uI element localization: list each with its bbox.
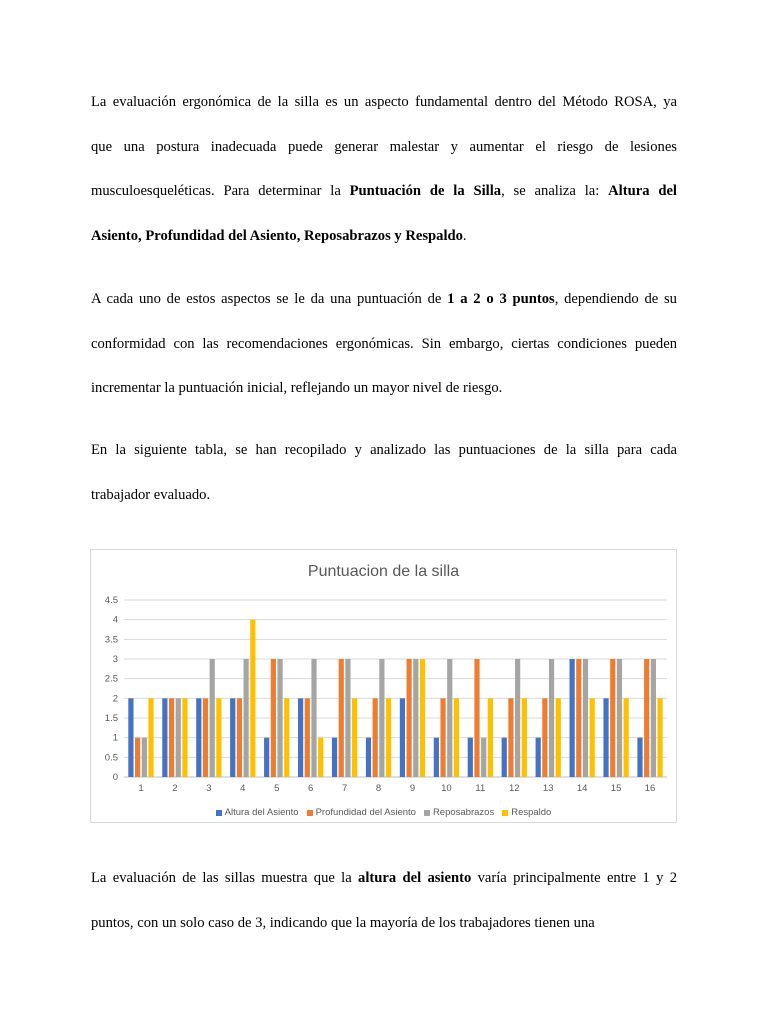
legend-swatch: [216, 810, 222, 816]
x-tick-label: 15: [610, 783, 622, 794]
text-line: [91, 428, 677, 473]
bar-reposabrazos: [379, 659, 384, 777]
x-tick-label: 1: [138, 783, 144, 794]
bar-altura-del-asiento: [264, 738, 269, 777]
bar-respaldo: [590, 698, 595, 777]
legend-item: [424, 807, 494, 818]
bar-profundidad-del-asiento: [135, 738, 140, 777]
legend-swatch: [502, 810, 508, 816]
x-tick-label: 3: [206, 783, 212, 794]
x-tick-label: 14: [576, 783, 588, 794]
bar-profundidad-del-asiento: [644, 659, 649, 777]
text-line: [91, 214, 677, 259]
bar-profundidad-del-asiento: [407, 659, 412, 777]
bold-text-run: Puntuación de la Silla: [349, 183, 502, 199]
legend-item: [216, 807, 299, 818]
x-tick-label: 10: [441, 783, 452, 794]
bar-respaldo: [420, 659, 425, 777]
legend-swatch: [424, 810, 430, 816]
bar-reposabrazos: [549, 659, 554, 777]
y-tick-label: 2: [112, 693, 118, 705]
legend-item: [502, 807, 551, 818]
bar-reposabrazos: [447, 659, 452, 777]
bar-reposabrazos: [515, 659, 520, 777]
paragraph-scoring: [91, 277, 677, 411]
y-tick-label: 0.5: [104, 752, 118, 764]
text-run: La evaluación de las sillas muestra que la: [91, 870, 359, 886]
text-run: , se analiza la:: [501, 183, 609, 199]
bar-reposabrazos: [311, 659, 316, 777]
x-tick-label: 7: [341, 783, 348, 794]
bar-profundidad-del-asiento: [203, 698, 208, 777]
text-run: incrementar la puntuación inicial, reflejando un mayor nivel de riesgo.: [91, 380, 503, 396]
x-tick-label: 8: [375, 783, 382, 794]
text-line: [91, 901, 677, 946]
y-tick-label: 0: [112, 772, 118, 783]
text-run: trabajador evaluado.: [91, 486, 211, 503]
text-run: En la siguiente tabla, se han recopilado y analizado las puntuaciones de la silla para cada: [91, 442, 677, 458]
text-run: puntos, con un solo caso de 3, indicando que la mayoría de los trabajadores tienen una: [91, 914, 595, 931]
bar-respaldo: [522, 698, 527, 777]
x-tick-label: 13: [542, 783, 554, 794]
y-tick-label: 4: [112, 614, 118, 626]
bold-text-run: Asiento, Profundidad del Asiento, Reposabrazos y Respaldo: [91, 227, 463, 244]
bar-altura-del-asiento: [298, 698, 303, 777]
x-tick-label: 5: [274, 783, 280, 794]
x-tick-label: 6: [308, 783, 314, 794]
bar-reposabrazos: [244, 659, 249, 777]
text-run: musculoesqueléticas. Para determinar la: [91, 183, 350, 199]
bar-reposabrazos: [413, 659, 418, 777]
bar-altura-del-asiento: [332, 738, 337, 777]
y-tick-label: 1: [112, 732, 118, 744]
bar-profundidad-del-asiento: [169, 698, 174, 777]
legend-item: [307, 807, 416, 818]
bar-profundidad-del-asiento: [271, 659, 276, 777]
bar-profundidad-del-asiento: [440, 698, 445, 777]
bar-profundidad-del-asiento: [508, 698, 513, 777]
bar-respaldo: [318, 738, 323, 777]
bar-chart: [91, 550, 678, 824]
paragraph-table-intro: [91, 428, 677, 517]
text-line: [91, 125, 677, 170]
chart-container: [90, 549, 677, 823]
bar-altura-del-asiento: [230, 698, 235, 777]
x-tick-label: 9: [409, 783, 416, 794]
bar-profundidad-del-asiento: [474, 659, 479, 777]
legend-label: Altura del Asiento: [224, 807, 299, 818]
bar-altura-del-asiento: [536, 738, 541, 777]
text-line: [91, 169, 677, 214]
bar-altura-del-asiento: [162, 698, 167, 777]
bar-reposabrazos: [617, 659, 622, 777]
bar-respaldo: [216, 698, 221, 777]
y-tick-label: 4.5: [104, 595, 118, 606]
text-line: [91, 473, 677, 518]
legend-swatch: [307, 810, 313, 816]
text-line: [91, 80, 677, 125]
text-line: [91, 322, 677, 367]
bar-reposabrazos: [345, 659, 350, 777]
y-tick-label: 1.5: [104, 713, 118, 724]
bar-altura-del-asiento: [128, 698, 133, 777]
bar-respaldo: [284, 698, 289, 777]
bar-respaldo: [488, 698, 493, 777]
bold-text-run: altura del asiento: [358, 870, 472, 886]
text-run: A cada uno de estos aspectos se le da una puntuación de: [91, 291, 448, 307]
bar-profundidad-del-asiento: [576, 659, 581, 777]
y-tick-label: 2.5: [104, 673, 118, 685]
text-run: que una postura inadecuada puede generar malestar y aumentar el riesgo de lesiones: [91, 138, 677, 155]
bar-profundidad-del-asiento: [237, 698, 242, 777]
bar-respaldo: [182, 698, 187, 777]
legend-label: Profundidad del Asiento: [315, 807, 416, 818]
bar-reposabrazos: [277, 659, 282, 777]
bar-respaldo: [556, 698, 561, 777]
text-line: [91, 366, 677, 411]
x-tick-label: 4: [240, 783, 246, 794]
bar-altura-del-asiento: [502, 738, 507, 777]
chart-legend: [91, 807, 676, 818]
bar-respaldo: [250, 620, 255, 777]
bar-respaldo: [657, 698, 662, 777]
bar-respaldo: [148, 698, 153, 777]
bar-altura-del-asiento: [468, 738, 473, 777]
bold-text-run: Altura del: [608, 183, 677, 199]
bar-altura-del-asiento: [637, 738, 642, 777]
bar-altura-del-asiento: [603, 698, 608, 777]
bar-respaldo: [454, 698, 459, 777]
bar-reposabrazos: [583, 659, 588, 777]
legend-label: Reposabrazos: [432, 807, 495, 818]
x-tick-label: 2: [172, 783, 178, 794]
y-tick-label: 3: [112, 654, 118, 665]
x-tick-label: 11: [475, 783, 486, 794]
bar-profundidad-del-asiento: [542, 698, 547, 777]
x-tick-label: 16: [644, 783, 656, 794]
text-run: conformidad con las recomendaciones ergonómicas. Sin embargo, ciertas condiciones pueden: [91, 335, 677, 352]
legend-label: Respaldo: [511, 807, 552, 818]
bar-profundidad-del-asiento: [305, 698, 310, 777]
y-tick-label: 3.5: [104, 634, 118, 646]
text-line: [91, 277, 677, 322]
bar-reposabrazos: [210, 659, 215, 777]
bar-altura-del-asiento: [570, 659, 575, 777]
bar-respaldo: [624, 698, 629, 777]
bar-reposabrazos: [481, 738, 486, 777]
bar-altura-del-asiento: [400, 698, 405, 777]
bar-respaldo: [352, 698, 357, 777]
bar-altura-del-asiento: [434, 738, 439, 777]
x-tick-label: 12: [508, 783, 520, 794]
bar-reposabrazos: [142, 738, 147, 777]
bar-altura-del-asiento: [196, 698, 201, 777]
text-run: varía principalmente entre 1 y 2: [471, 870, 677, 886]
bar-profundidad-del-asiento: [339, 659, 344, 777]
bar-reposabrazos: [176, 698, 181, 777]
bar-profundidad-del-asiento: [373, 698, 378, 777]
chart-title: Puntuacion de la silla: [307, 563, 460, 580]
text-run: , dependiendo de su: [554, 291, 677, 307]
bold-text-run: 1 a 2 o 3 puntos: [447, 291, 555, 307]
bar-altura-del-asiento: [366, 738, 371, 777]
bar-reposabrazos: [651, 659, 656, 777]
text-run: La evaluación ergonómica de la silla es un aspecto fundamental dentro del Método ROSA, ya: [91, 94, 677, 110]
paragraph-analysis: [91, 856, 677, 945]
text-run: .: [462, 227, 467, 244]
text-line: [91, 856, 677, 901]
bar-respaldo: [386, 698, 391, 777]
paragraph-intro: [91, 80, 677, 258]
bar-profundidad-del-asiento: [610, 659, 615, 777]
